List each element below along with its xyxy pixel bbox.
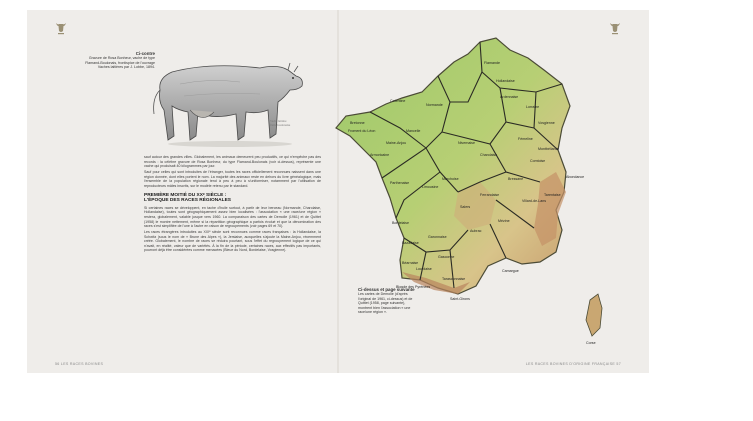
map-label: Saint-Girons bbox=[450, 297, 470, 301]
map-label: Béarnaise bbox=[402, 261, 419, 265]
section-heading-subtitle: L'ÉPOQUE DES RACES RÉGIONALES bbox=[144, 198, 231, 204]
map-label: Ardennaise bbox=[500, 95, 519, 99]
body-text-column bbox=[144, 155, 321, 254]
map-label: Cotentine bbox=[390, 99, 406, 103]
map-label: Lourdaise bbox=[416, 267, 432, 271]
map-label: Salers bbox=[460, 205, 471, 209]
map-label: Camargue bbox=[502, 269, 519, 273]
folio-right: LES RACES BOVINES D'ORIGINE FRANÇAISE 57 bbox=[525, 362, 621, 366]
map-label: Maine-Anjou bbox=[386, 141, 407, 145]
map-label: Mancelle bbox=[406, 129, 421, 133]
map-label: Tarentaise bbox=[544, 193, 561, 197]
engraving-caption-text: Gravure de Rosa Bonheur, vache de type Flamand-Boulonais, frontispice de l'ouvrage Vaches laitières par J. Lobbe, 1894. bbox=[85, 56, 155, 70]
map-label: Parthenaise bbox=[390, 181, 410, 185]
map-label: Montbéliarde bbox=[538, 147, 559, 151]
svg-text:flam.-boulonaise: flam.-boulonaise bbox=[270, 123, 291, 127]
map-label: Marchoise bbox=[442, 177, 459, 181]
body-paragraph: Sauf pour celles qui sont introduites de l'étranger, toutes les races officiellement reconnues naissent dans une région donnée, dont elles portent le nom. La majorité des animaux reste en dehors du livre généalogique, mais l'ensemble de la population régionale tend à peu à peu à s'uniformiser, notamment par l'utilisation de reproducteurs mâles inscrits, sur le modèle retenu par le standard. bbox=[144, 170, 321, 188]
corsica-island-shape bbox=[586, 294, 602, 336]
bull-head-emblem-icon bbox=[55, 20, 67, 36]
map-label: Limousine bbox=[422, 185, 439, 189]
map-label: Ferrandaise bbox=[480, 193, 500, 197]
body-paragraph: Si certaines races se développent, en tache d'huile surtout, à partir de leur berceau (Normande, Charolaise, Hollandaise), toutes sont géographiquement assez bien localisées : l'association « une race/une région » restera, globalement, valable jusque vers 1960. La comparaison des cartes de Demolle (1961) et de Quittet (1958) le montre nettement, même si la répartition géographique a parfois évolué et que la dénomination des races s'est simplifiée de l'une à l'autre en raison de regroupements (voir pages 69 et 70). bbox=[144, 205, 321, 229]
map-label: Armoricaine bbox=[370, 153, 390, 157]
map-caption bbox=[358, 288, 416, 314]
body-paragraph: sauf autour des grandes villes. Globalement, les animaux demeurent peu productifs, ce qui n'empêche pas des records : la célèbre gravure de Rosa Bonheur, du type Flamand-Boulonais (voir ci-dessus), représente une vache qui produisait 40 kilogrammes par jour. bbox=[144, 155, 321, 169]
map-label: Normande bbox=[426, 103, 443, 107]
map-caption-text: Les cartes de Demolle (d'après l'original de 1961, ci-dessus) et de Quittet (1958, page suivante), montrent bien l'association « une race/une région ». bbox=[358, 292, 413, 315]
map-label: Froment du Léon bbox=[348, 129, 376, 133]
map-label: Blonde des Pyrénées bbox=[396, 285, 431, 289]
engraving-caption-title: Ci-contre bbox=[135, 51, 155, 56]
map-label: Garonnaise bbox=[428, 235, 447, 239]
map-label: Corse bbox=[586, 341, 596, 345]
map-label: Lorraine bbox=[526, 105, 540, 109]
folio-left: 56 LES RACES BOVINES bbox=[55, 362, 104, 366]
map-label: Bressane bbox=[508, 177, 524, 181]
body-paragraph: Les races étrangères introduites au XIXᵉ siècle sont reconnues comme races françaises : la Hollandaise, la Schwitz (sous le nom de « Brune des Alpes »), la Jersiaise, auxquelles s'ajoute la Maine-Anjou, récemment créée. Globalement, le nombre de races se réduira pourtant, sous l'effet du regroupement logique de ce qui n'avait, en réalité, valeur que de variétés. À la fin de la période, certaines races, aux effectifs pas importants, pourront déjà être considérées comme menacées (Bleue du Nord, Bordelaise, Vosgienne). bbox=[144, 230, 321, 253]
map-label: Charolaise bbox=[480, 153, 498, 157]
map-label: Tarasconnaise bbox=[442, 277, 466, 281]
map-label: Gasconne bbox=[438, 255, 455, 259]
map-label: Vosgienne bbox=[538, 121, 555, 125]
cow-engraving-image bbox=[150, 54, 310, 152]
map-label: Fémeline bbox=[518, 137, 533, 141]
map-label: Villard-de-Lans bbox=[522, 199, 547, 203]
map-label: Mézine bbox=[498, 219, 510, 223]
map-label: Bazadaise bbox=[402, 241, 419, 245]
map-label: Bordelaise bbox=[392, 221, 409, 225]
map-label: Hollandaise bbox=[496, 79, 515, 83]
map-label: Bretonne bbox=[350, 121, 365, 125]
section-heading-title: PREMIÈRE MOITIÉ DU XXᵉ SIÈCLE : bbox=[144, 192, 227, 198]
svg-text:Vache laitière: Vache laitière bbox=[270, 119, 287, 123]
section-heading bbox=[144, 193, 321, 204]
map-label: Nivernaise bbox=[458, 141, 475, 145]
map-label: Comtoise bbox=[530, 159, 546, 163]
map-caption-title: Ci-dessus et page suivante bbox=[358, 287, 415, 292]
map-label: Flamande bbox=[484, 61, 500, 65]
map-label: Abondance bbox=[566, 175, 585, 179]
map-label: Aubrac bbox=[470, 229, 482, 233]
engraving-caption bbox=[75, 52, 155, 70]
